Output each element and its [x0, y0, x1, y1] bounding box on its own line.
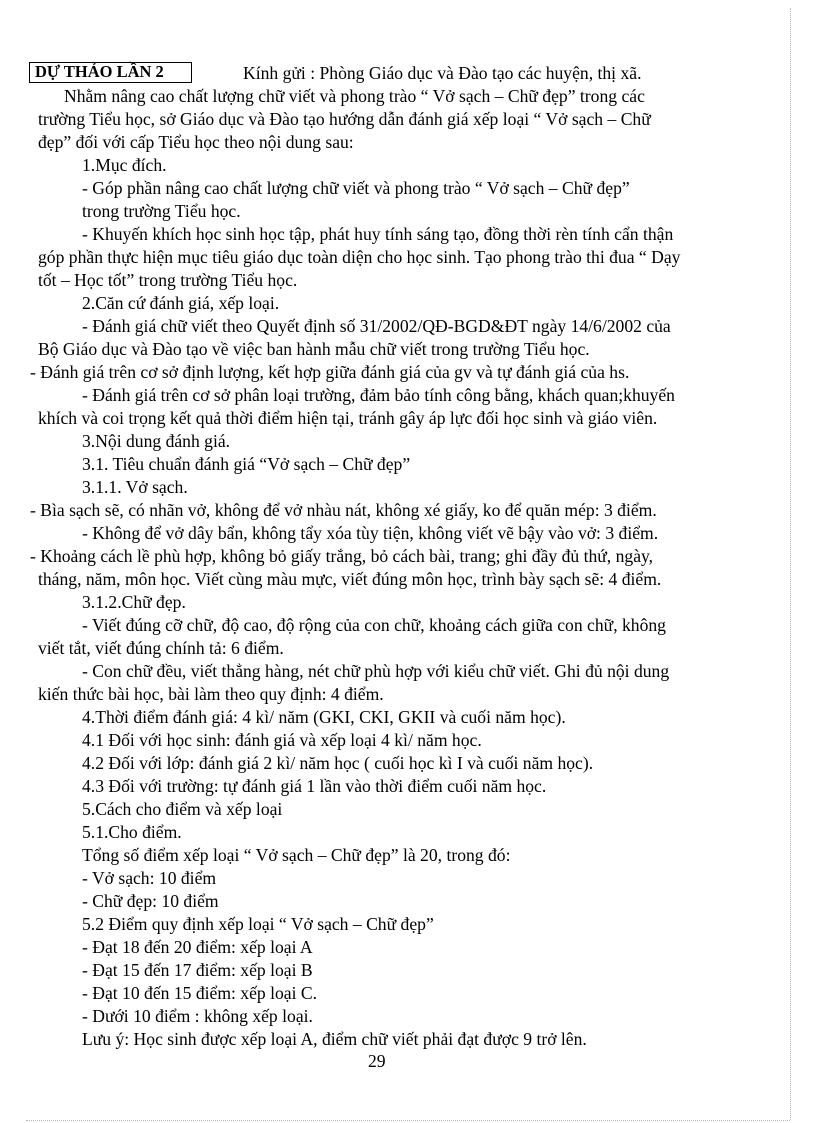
page-border-bottom — [26, 1120, 790, 1121]
body-line: Lưu ý: Học sinh được xếp loại A, điểm chữ viết phải đạt được 9 trở lên. — [82, 1029, 587, 1049]
body-line: viết tắt, viết đúng chính tả: 6 điểm. — [38, 638, 284, 658]
body-line: - Góp phần nâng cao chất lượng chữ viết và phong trào “ Vở sạch – Chữ đẹp” — [82, 178, 630, 198]
body-line: Tổng số điểm xếp loại “ Vở sạch – Chữ đẹp” là 20, trong đó: — [82, 845, 511, 865]
section-heading: 3.Nội dung đánh giá. — [82, 431, 231, 451]
section-heading: 4.Thời điểm đánh giá: 4 kì/ năm (GKI, CKI, GKII và cuối năm học). — [82, 707, 566, 727]
body-line: - Khuyến khích học sinh học tập, phát huy tính sáng tạo, đồng thời rèn tính cẩn thận — [82, 224, 674, 244]
body-line: khích và coi trọng kết quả thời điểm hiện tại, tránh gây áp lực đối học sinh và giáo viên. — [38, 408, 658, 428]
body-line: kiến thức bài học, bài làm theo quy định: 4 điểm. — [38, 684, 384, 704]
body-line: đẹp” đối với cấp Tiểu học theo nội dung sau: — [38, 132, 354, 152]
body-line: - Đánh giá trên cơ sở phân loại trường, đảm bảo tính công bằng, khách quan;khuyến — [82, 385, 675, 405]
page-border-right — [790, 8, 791, 1120]
body-line: - Bìa sạch sẽ, có nhãn vở, không để vở nhàu nát, không xé giấy, ko để quăn mép: 3 điểm. — [30, 500, 657, 520]
body-line: 4.3 Đối với trường: tự đánh giá 1 lần vào thời điểm cuối năm học. — [82, 776, 547, 796]
addressee-line: Kính gửi : Phòng Giáo dục và Đào tạo các huyện, thị xã. — [243, 63, 642, 83]
section-heading: 3.1.1. Vở sạch. — [82, 477, 188, 497]
body-line: trường Tiểu học, sở Giáo dục và Đào tạo hướng dẫn đánh giá xếp loại “ Vở sạch – Chữ — [38, 109, 651, 129]
body-line: Nhằm nâng cao chất lượng chữ viết và phong trào “ Vở sạch – Chữ đẹp” trong các — [64, 86, 645, 106]
body-line: - Con chữ đều, viết thẳng hàng, nét chữ phù hợp với kiểu chữ viết. Ghi đủ nội dung — [82, 661, 670, 681]
section-heading: 5.Cách cho điểm và xếp loại — [82, 799, 283, 819]
body-line: - Khoảng cách lề phù hợp, không bỏ giấy trắng, bỏ cách bài, trang; ghi đầy đủ thứ, ngày, — [30, 546, 654, 566]
body-line: - Chữ đẹp: 10 điểm — [82, 891, 219, 911]
section-heading: 2.Căn cứ đánh giá, xếp loại. — [82, 293, 280, 313]
body-line: trong trường Tiểu học. — [82, 201, 241, 221]
body-line: Bộ Giáo dục và Đào tạo về việc ban hành mẫu chữ viết trong trường Tiểu học. — [38, 339, 590, 359]
body-line: tháng, năm, môn học. Viết cùng màu mực, viết đúng môn học, trình bày sạch sẽ: 4 điểm. — [38, 569, 662, 589]
body-line: - Vở sạch: 10 điểm — [82, 868, 217, 888]
body-line: - Đạt 10 đến 15 điểm: xếp loại C. — [82, 983, 318, 1003]
body-line: góp phần thực hiện mục tiêu giáo dục toàn diện cho học sinh. Tạo phong trào thi đua “ Dạy — [38, 247, 681, 267]
page-number: 29 — [368, 1051, 386, 1071]
section-heading: 1.Mục đích. — [82, 155, 167, 175]
body-line: - Đánh giá chữ viết theo Quyết định số 31/2002/QĐ-BGD&ĐT ngày 14/6/2002 của — [82, 316, 671, 336]
body-line: - Đạt 15 đến 17 điểm: xếp loại B — [82, 960, 313, 980]
section-heading: 3.1.2.Chữ đẹp. — [82, 592, 186, 612]
section-heading: 5.1.Cho điểm. — [82, 822, 182, 842]
body-line: - Đánh giá trên cơ sở định lượng, kết hợp giữa đánh giá của gv và tự đánh giá của hs. — [30, 362, 630, 382]
body-line: 4.1 Đối với học sinh: đánh giá và xếp loại 4 kì/ năm học. — [82, 730, 482, 750]
body-line: - Viết đúng cỡ chữ, độ cao, độ rộng của con chữ, khoảng cách giữa con chữ, không — [82, 615, 666, 635]
section-heading: 5.2 Điểm quy định xếp loại “ Vở sạch – Chữ đẹp” — [82, 914, 434, 934]
body-line: - Đạt 18 đến 20 điểm: xếp loại A — [82, 937, 313, 957]
body-line: 4.2 Đối với lớp: đánh giá 2 kì/ năm học ( cuối học kì I và cuối năm học). — [82, 753, 594, 773]
body-line: - Không để vở dây bẩn, không tẩy xóa tùy tiện, không viết vẽ bậy vào vở: 3 điểm. — [82, 523, 659, 543]
draft-label-box: DỰ THẢO LẦN 2 — [29, 62, 192, 83]
body-line: - Dưới 10 điểm : không xếp loại. — [82, 1006, 313, 1026]
section-heading: 3.1. Tiêu chuẩn đánh giá “Vở sạch – Chữ đẹp” — [82, 454, 411, 474]
body-line: tốt – Học tốt” trong trường Tiểu học. — [38, 270, 298, 290]
